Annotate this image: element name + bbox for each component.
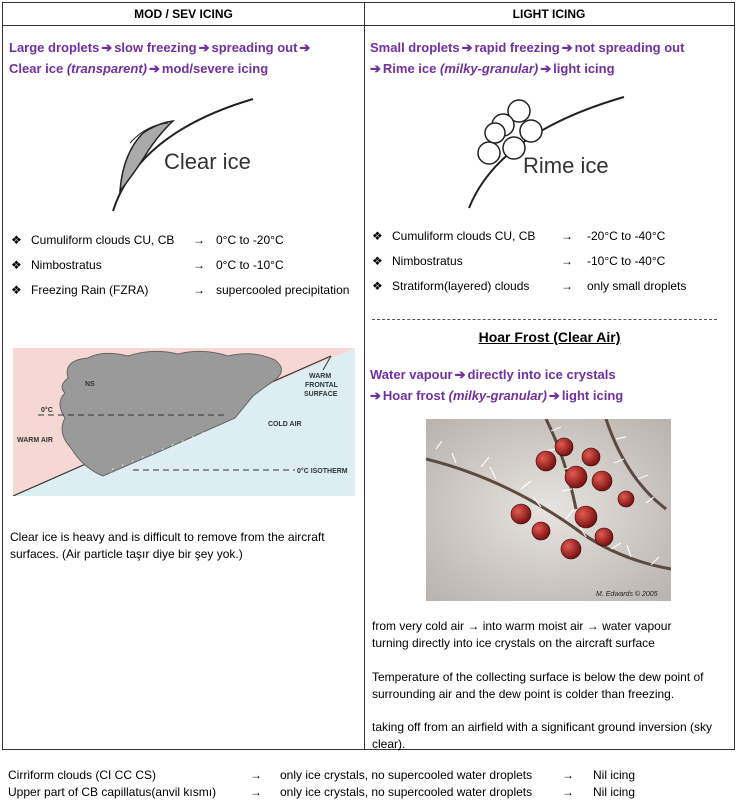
arrow-icon: → <box>562 768 574 782</box>
cold-air-label: COLD AIR <box>268 421 302 428</box>
column-header-light: LIGHT ICING <box>364 3 734 26</box>
hoar-frost-takeoff: taking off from an airfield with a significant ground inversion (sky clear). <box>372 720 712 751</box>
warm-front-diagram <box>13 348 355 496</box>
arrow-icon: ➔ <box>299 40 311 55</box>
arrow-icon: → <box>561 254 573 268</box>
rime-ice-diagram-label: Rime ice <box>523 153 609 178</box>
text-rime-ice: Rime ice <box>382 61 437 76</box>
bullet-value: supercooled precipitation <box>216 283 350 297</box>
footer-result: Nil icing <box>593 785 636 799</box>
clear-ice-diagram-label: Clear ice <box>164 149 251 174</box>
text-hoar-frost: Hoar frost <box>382 388 446 403</box>
ns-label: NS <box>85 381 95 388</box>
arrow-icon: ➔ <box>454 367 466 382</box>
bullet-value: -10°C to -40°C <box>587 254 666 268</box>
text-warm-moist-air: into warm moist air <box>482 619 584 633</box>
hoar-frost-process <box>372 618 727 652</box>
bullet-icon: ❖ <box>372 254 383 268</box>
bullet-icon: ❖ <box>372 229 383 243</box>
text-very-cold-air: from very cold air <box>372 619 465 633</box>
zero-c-label: 0°C <box>41 407 53 414</box>
arrow-icon: ➔ <box>198 40 210 55</box>
bullet-text: Cumuliform clouds CU, CB <box>392 229 536 243</box>
arrow-icon: → <box>561 229 573 243</box>
bullet-text: Nimbostratus <box>31 258 102 272</box>
isotherm-label: 0°C ISOTHERM <box>297 468 348 475</box>
arrow-icon: ➔ <box>370 61 381 76</box>
arrow-icon: ➔ <box>540 61 552 76</box>
text-water-vapour: Water vapour <box>370 367 453 382</box>
bullet-text: Cumuliform clouds CU, CB <box>31 233 175 247</box>
text-large-droplets: Large droplets <box>9 40 100 55</box>
clear-ice-description: Clear ice is heavy and is difficult to remove from the aircraft surfaces. (Air particle taşır diye bir şey yok.) <box>10 530 325 561</box>
arrow-icon: → <box>561 279 573 293</box>
hoar-frost-photo <box>426 419 671 601</box>
arrow-icon: → <box>193 233 205 247</box>
bullet-text: Freezing Rain (FZRA) <box>31 283 149 297</box>
footer-result: Nil icing <box>593 768 636 782</box>
bullet-value: -20°C to -40°C <box>587 229 666 243</box>
footer-cloud-type: Cirriform clouds (CI CC CS) <box>8 768 157 782</box>
arrow-icon: ➔ <box>101 40 113 55</box>
bullet-value: 0°C to -10°C <box>216 258 284 272</box>
arrow-icon: → <box>193 258 205 272</box>
clear-ice-cause-line <box>9 37 312 79</box>
arrow-icon: → <box>250 768 262 782</box>
section-divider <box>372 319 717 320</box>
text-milky-granular: (milky-granular) <box>440 61 539 76</box>
bullet-icon: ❖ <box>372 279 383 293</box>
hoar-frost-title: Hoar Frost (Clear Air) <box>478 329 621 345</box>
column-header-mod-sev: MOD / SEV ICING <box>3 3 364 26</box>
text-spreading-out: spreading out <box>211 40 298 55</box>
rime-ice-diagram <box>459 93 629 213</box>
arrow-icon: → <box>562 785 574 799</box>
arrow-icon: ➔ <box>461 40 473 55</box>
frontal-surface-label: WARM FRONTAL SURFACE <box>304 373 338 398</box>
arrow-icon: → <box>586 619 599 633</box>
mod-sev-icing-column <box>3 3 365 749</box>
photo-credit: M. Edwards © 2005 <box>596 591 658 598</box>
bullet-icon: ❖ <box>11 283 22 297</box>
text-mod-severe-icing: mod/severe icing <box>161 61 269 76</box>
text-light-icing: light icing <box>561 388 624 403</box>
footer-description: only ice crystals, no supercooled water droplets <box>280 768 533 782</box>
text-ice-crystals: directly into ice crystals <box>467 367 616 382</box>
arrow-icon: ➔ <box>149 61 160 76</box>
text-light-icing: light icing <box>553 61 615 76</box>
text-milky-granular: (milky-granular) <box>448 388 547 403</box>
hoar-frost-temperature: Temperature of the collecting surface is below the dew point of surrounding air and the dew point is colder than freezing. <box>372 670 704 701</box>
warm-air-label: WARM AIR <box>17 437 53 444</box>
clear-ice-diagram <box>98 93 263 218</box>
footer-description: only ice crystals, no supercooled water droplets <box>280 785 533 799</box>
footer-cloud-type: Upper part of CB capillatus(anvil kısmı) <box>8 785 217 799</box>
text-not-spreading-out: not spreading out <box>574 40 685 55</box>
light-icing-column <box>364 3 734 749</box>
arrow-icon: ➔ <box>561 40 573 55</box>
arrow-icon: → <box>250 785 262 799</box>
bullet-value: only small droplets <box>587 279 687 293</box>
bullet-text: Stratiform(layered) clouds <box>392 279 530 293</box>
text-transparent: (transparent) <box>66 61 148 76</box>
text-clear-ice: Clear ice <box>9 61 64 76</box>
text-small-droplets: Small droplets <box>370 40 460 55</box>
arrow-icon: → <box>193 283 205 297</box>
arrow-icon: → <box>467 619 480 633</box>
text-rapid-freezing: rapid freezing <box>474 40 560 55</box>
rime-ice-cause-line <box>370 37 684 79</box>
bullet-icon: ❖ <box>11 258 22 272</box>
text-water-vapour: water vapour <box>602 619 672 633</box>
arrow-icon: ➔ <box>548 388 560 403</box>
arrow-icon: ➔ <box>370 388 381 403</box>
bullet-value: 0°C to -20°C <box>216 233 284 247</box>
text-slow-freezing: slow freezing <box>114 40 197 55</box>
text-turning-into-ice: turning directly into ice crystals on the aircraft surface <box>372 636 655 650</box>
bullet-icon: ❖ <box>11 233 22 247</box>
icing-table <box>2 2 735 750</box>
bullet-text: Nimbostratus <box>392 254 463 268</box>
hoar-frost-cause-line <box>370 364 623 406</box>
